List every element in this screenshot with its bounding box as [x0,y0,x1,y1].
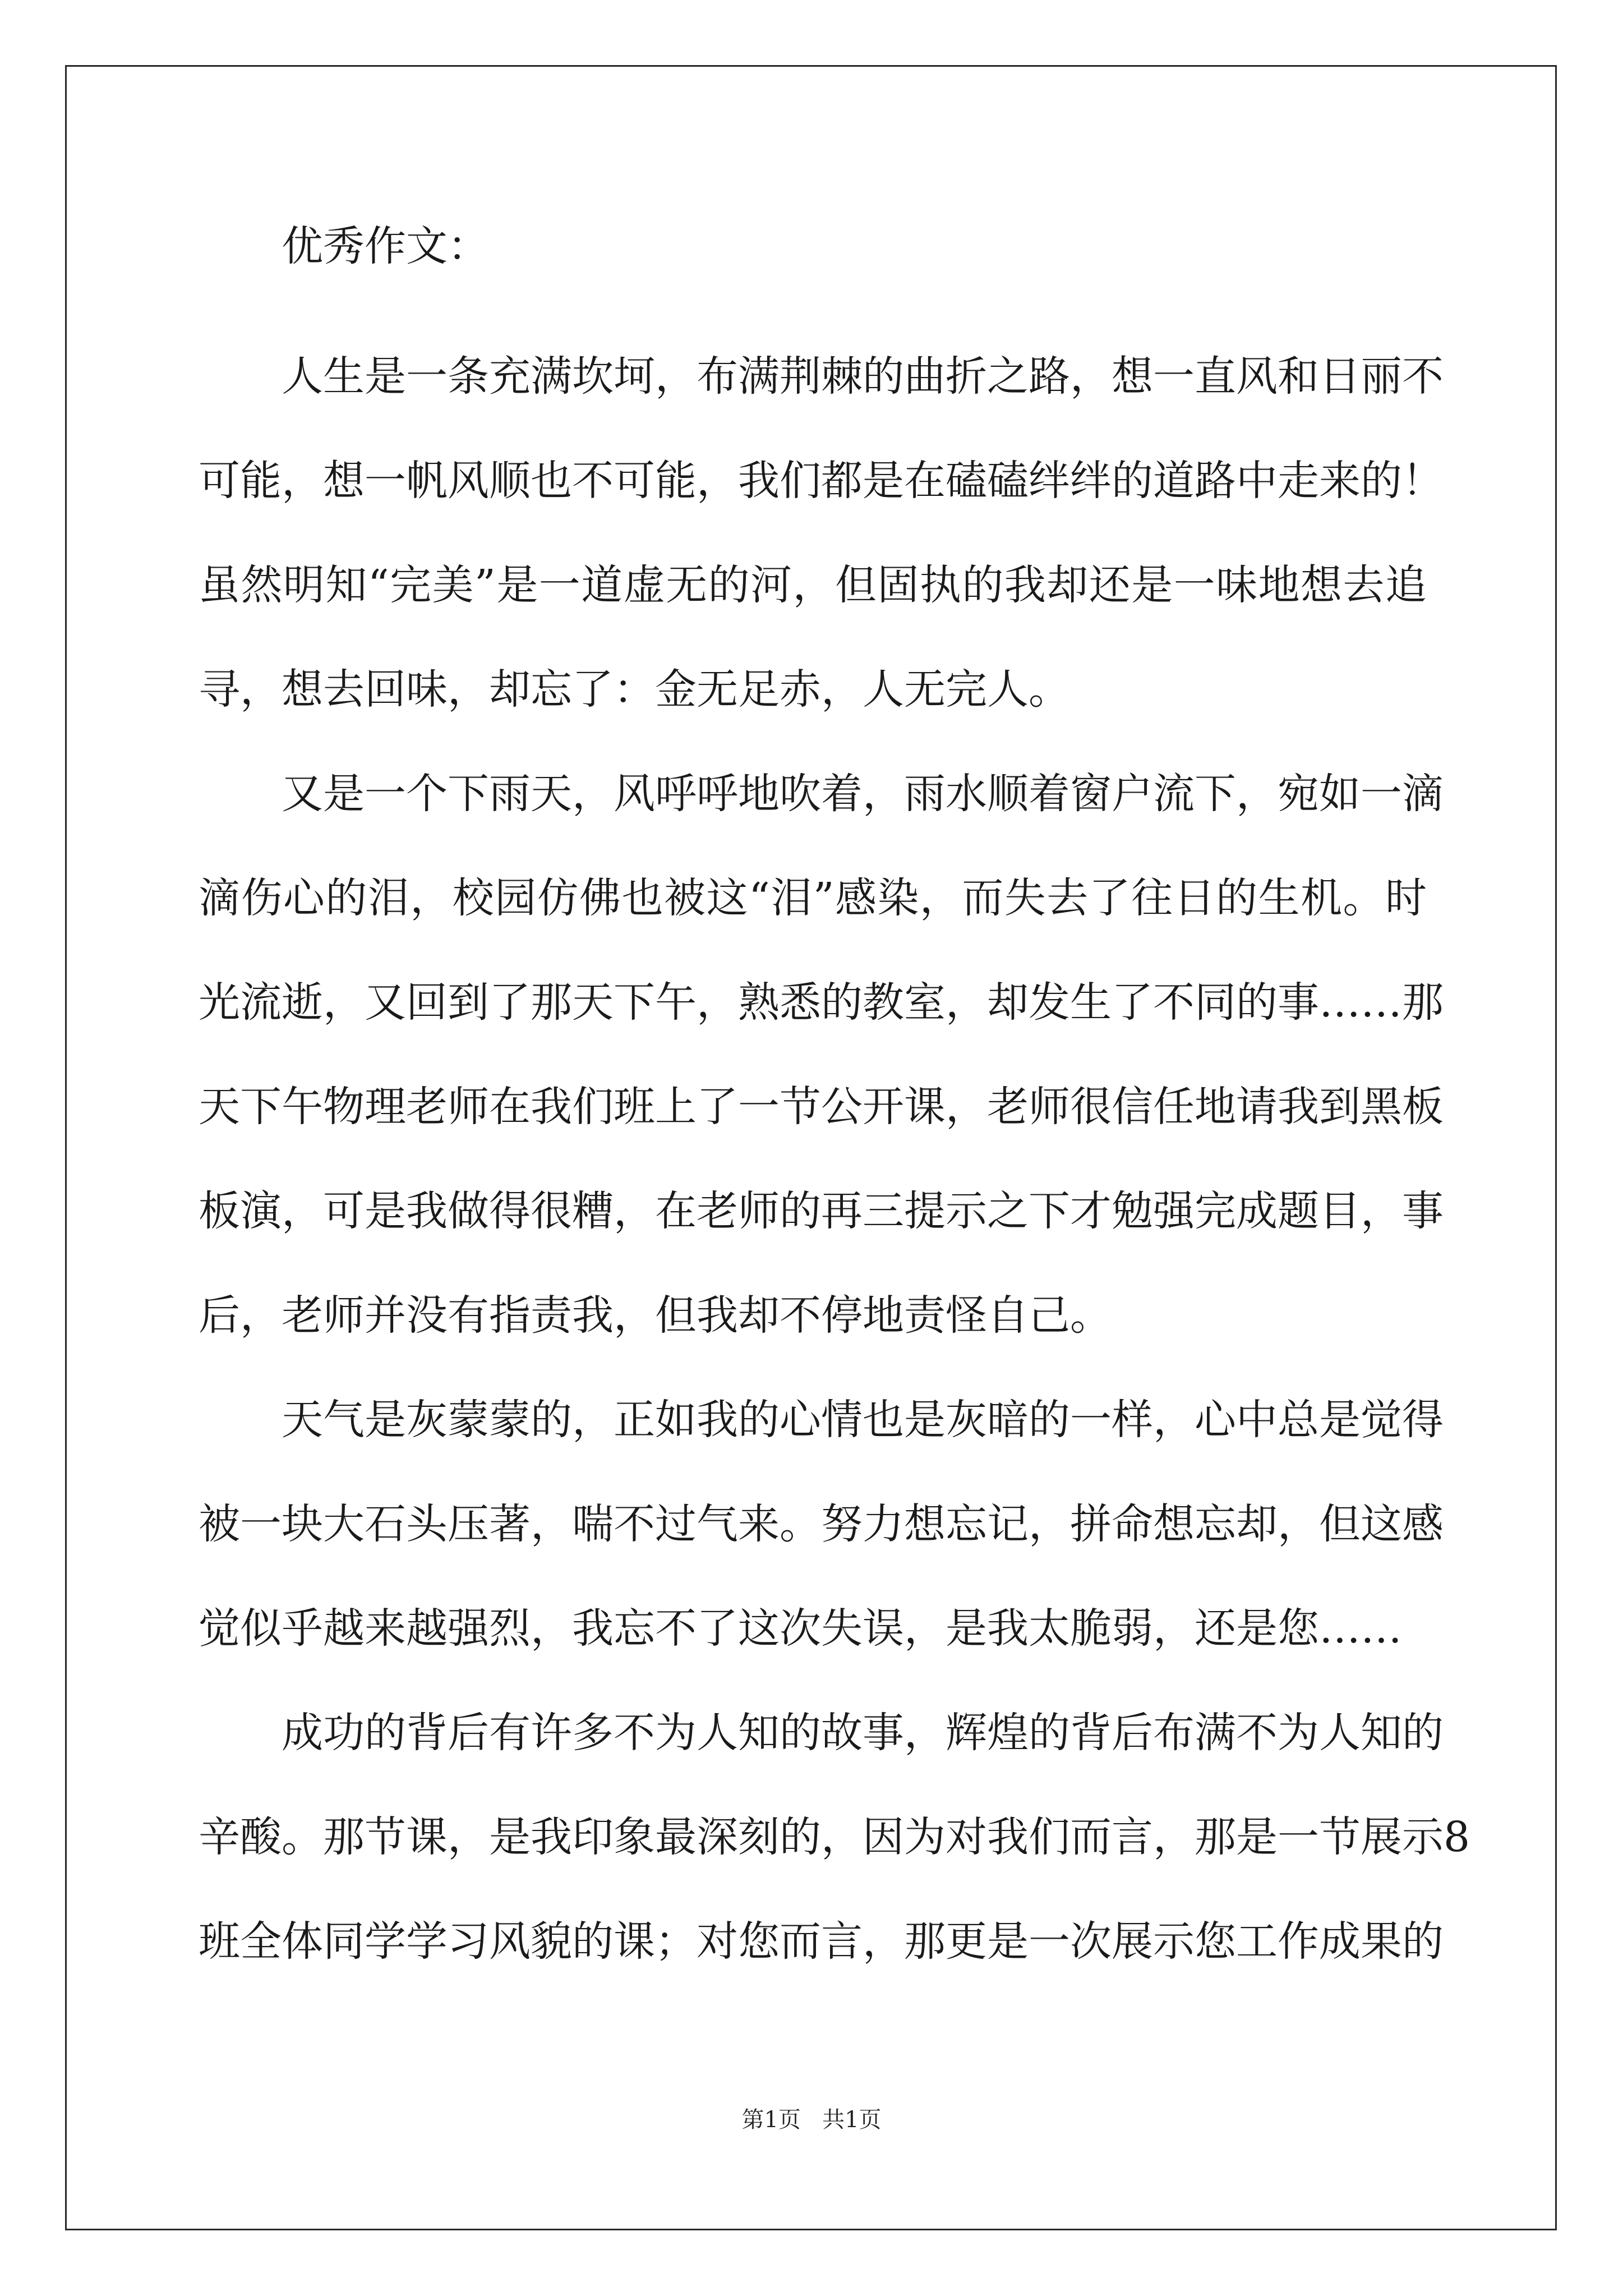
page-total: 共1页 [822,2107,882,2133]
text-line: 成功的背后有许多不为人知的故事，辉煌的背后布满不为人知的 [282,1709,1444,1757]
text-line: 班全体同学学习风貌的课；对您而言，那更是一次展示您工作成果的 [199,1917,1444,1966]
paragraph-2 [199,742,1444,1368]
text-line: 板演，可是我做得很糟，在老师的再三提示之下才勉强完成题目，事 [199,1187,1444,1235]
document-body [199,220,1470,1994]
text-line: 滴伤心的泪，校园仿佛也被这“泪”感染，而失去了往日的生机。时 [199,874,1427,922]
text-line: 天下午物理老师在我们班上了一节公开课，老师很信任地请我到黑板 [199,1083,1444,1131]
paragraph-1 [199,324,1444,742]
text-line: 人生是一条充满坎坷，布满荆棘的曲折之路，想一直风和日丽不 [282,352,1444,401]
page-footer [0,2106,1623,2134]
text-line: 又是一个下雨天，风呼呼地吹着，雨水顺着窗户流下，宛如一滴 [282,770,1444,818]
text-line: 后，老师并没有指责我，但我却不停地责怪自己。 [199,1291,1112,1340]
text-line: 辛酸。那节课，是我印象最深刻的，因为对我们而言，那是一节展示8 [199,1813,1470,1861]
paragraph-3 [199,1368,1444,1681]
text-line: 天气是灰蒙蒙的，正如我的心情也是灰暗的一样，心中总是觉得 [282,1396,1444,1444]
text-line: 寻，想去回味，却忘了：金无足赤，人无完人。 [199,665,1070,714]
text-line: 可能，想一帆风顺也不可能，我们都是在磕磕绊绊的道路中走来的！ [199,457,1444,505]
text-line: 被一块大石头压著，喘不过气来。努力想忘记，拼命想忘却，但这感 [199,1500,1444,1548]
paragraph-4 [199,1681,1470,1994]
text-line: 虽然明知“完美”是一道虚无的河，但固执的我却还是一味地想去追 [199,561,1427,609]
essay-heading: 优秀作文： [282,222,489,270]
page-number: 第1页 [741,2107,801,2133]
text-line: 光流逝，又回到了那天下午，熟悉的教室，却发生了不同的事……那 [199,978,1444,1027]
text-line: 觉似乎越来越强烈，我忘不了这次失误，是我太脆弱，还是您…… [199,1604,1402,1653]
